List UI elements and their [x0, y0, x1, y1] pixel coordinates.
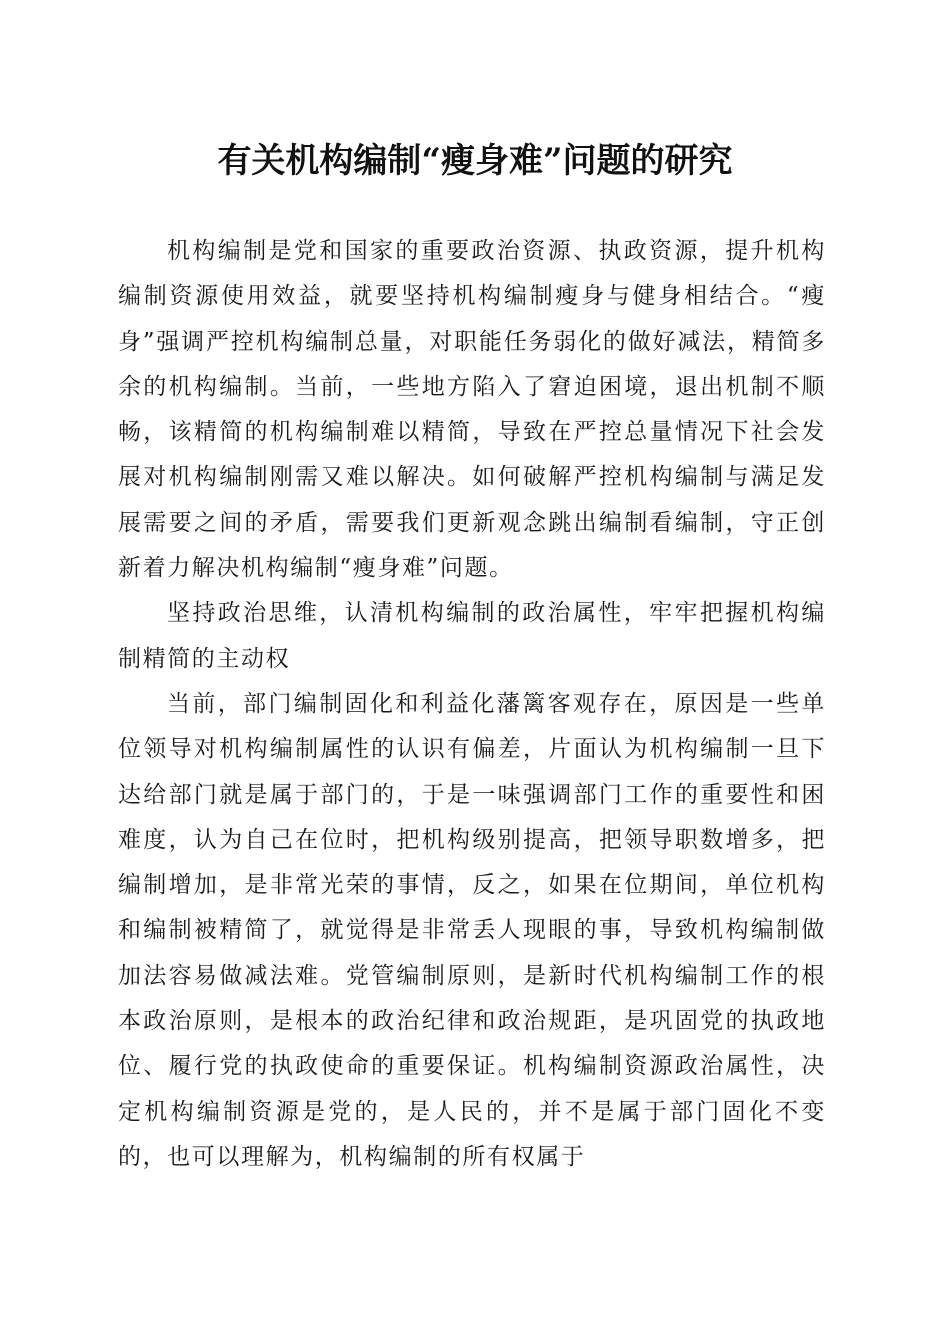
paragraph-current-situation: 当前，部门编制固化和利益化藩篱客观存在，原因是一些单位领导对机构编制属性的认识有偏差，片面认为机构编制一旦下达给部门就是属于部门的，于是一味强调部门工作的重要性和困难度，认为自己在位时，把机构级别提高，把领导职数增多，把编制增加，是非常光荣的事情，反之，如果在位期间，单位机构和编制被精简了，就觉得是非常丢人现眼的事，导致机构编制做加法容易做减法难。党管编制原则，是新时代机构编制工作的根本政治原则，是根本的政治纪律和政治规距，是巩固党的执政地位、履行党的执政使命的重要保证。机构编制资源政治属性，决定机构编制资源是党的，是人民的，并不是属于部门固化不变的，也可以理解为，机构编制的所有权属于 [118, 690, 826, 1170]
document-body [118, 229, 826, 1180]
document-title: 有关机构编制“瘦身难”问题的研究 [217, 141, 733, 181]
paragraph-intro: 机构编制是党和国家的重要政治资源、执政资源，提升机构编制资源使用效益，就要坚持机构编制瘦身与健身相结合。“瘦身”强调严控机构编制总量，对职能任务弱化的做好减法，精简多余的机构编制。当前，一些地方陷入了窘迫困境，退出机制不顺畅，该精简的机构编制难以精简，导致在严控总量情况下社会发展对机构编制刚需又难以解决。如何破解严控机构编制与满足发展需要之间的矛盾，需要我们更新观念跳出编制看编制，守正创新着力解决机构编制“瘦身难”问题。 [118, 238, 826, 582]
paragraph-section-heading: 坚持政治思维，认清机构编制的政治属性，牢牢把握机构编制精简的主动权 [118, 600, 826, 672]
